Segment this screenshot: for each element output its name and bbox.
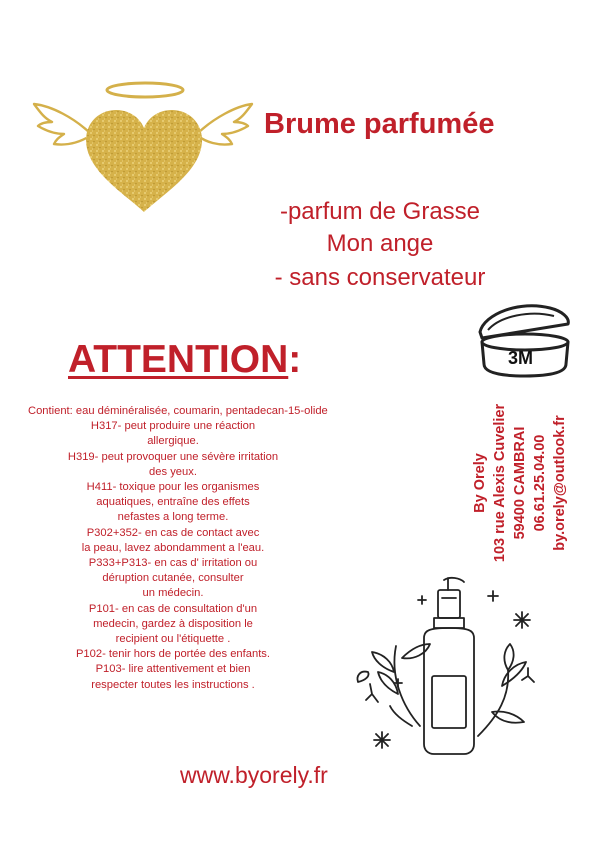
pao-badge: 3M xyxy=(508,348,534,368)
warning-line: respecter toutes les instructions . xyxy=(91,678,255,691)
warning-line: P102- tenir hors de portée des enfants. xyxy=(75,648,271,661)
warning-line: des yeux. xyxy=(149,465,197,478)
warning-line: un médecin. xyxy=(142,587,204,600)
warning-line: nefastes a long terme. xyxy=(117,511,229,524)
warning-line: aquatiques, entraîne des effets xyxy=(96,496,250,509)
attention-colon: : xyxy=(288,338,302,381)
email-address: by.orely@outlook.fr xyxy=(552,415,568,551)
website-link[interactable]: www.byorely.fr xyxy=(180,762,328,788)
feature-grasse: -parfum de Grasse xyxy=(279,198,481,225)
warning-line: P103- lire attentivement et bien xyxy=(95,663,251,676)
warning-line: recipient ou l'étiquette . xyxy=(115,633,231,646)
brand-name: By Orely xyxy=(472,453,488,513)
attention-heading xyxy=(68,338,301,382)
attention-word: ATTENTION xyxy=(68,338,289,381)
warning-line: la peau, lavez abondamment a l'eau. xyxy=(81,541,265,554)
city-address: 59400 CAMBRAI xyxy=(512,426,528,540)
warning-line: P101- en cas de consultation d'un xyxy=(88,602,258,615)
feature-mon-ange: Mon ange xyxy=(326,230,434,257)
feature-sans-conservateur: - sans conservateur xyxy=(274,264,486,291)
warning-line: allergique. xyxy=(147,435,199,448)
open-jar-icon xyxy=(470,290,580,380)
phone-number: 06.61.25.04.00 xyxy=(532,434,548,532)
street-address: 103 rue Alexis Cuvelier xyxy=(492,403,508,563)
warning-line: P333+P313- en cas d' irritation ou xyxy=(88,557,258,570)
warning-line: Contient: eau déminéralisée, coumarin, pentadecan-15-olide xyxy=(28,405,328,417)
angel-heart-icon xyxy=(30,78,256,218)
perfume-bottle-icon xyxy=(352,576,572,756)
warning-line: P302+352- en cas de contact avec xyxy=(86,526,260,539)
warning-line: H319- peut provoquer une sévère irritation xyxy=(67,450,279,463)
warning-line: H317- peut produire une réaction xyxy=(90,420,256,433)
warning-line: déruption cutanée, consulter xyxy=(102,572,244,585)
warnings-block xyxy=(28,404,328,693)
warning-line: H411- toxique pour les organismes xyxy=(86,481,260,494)
warning-line: medecin, gardez à disposition le xyxy=(93,617,253,630)
address-block xyxy=(470,398,590,568)
product-title: Brume parfumée xyxy=(264,108,495,140)
